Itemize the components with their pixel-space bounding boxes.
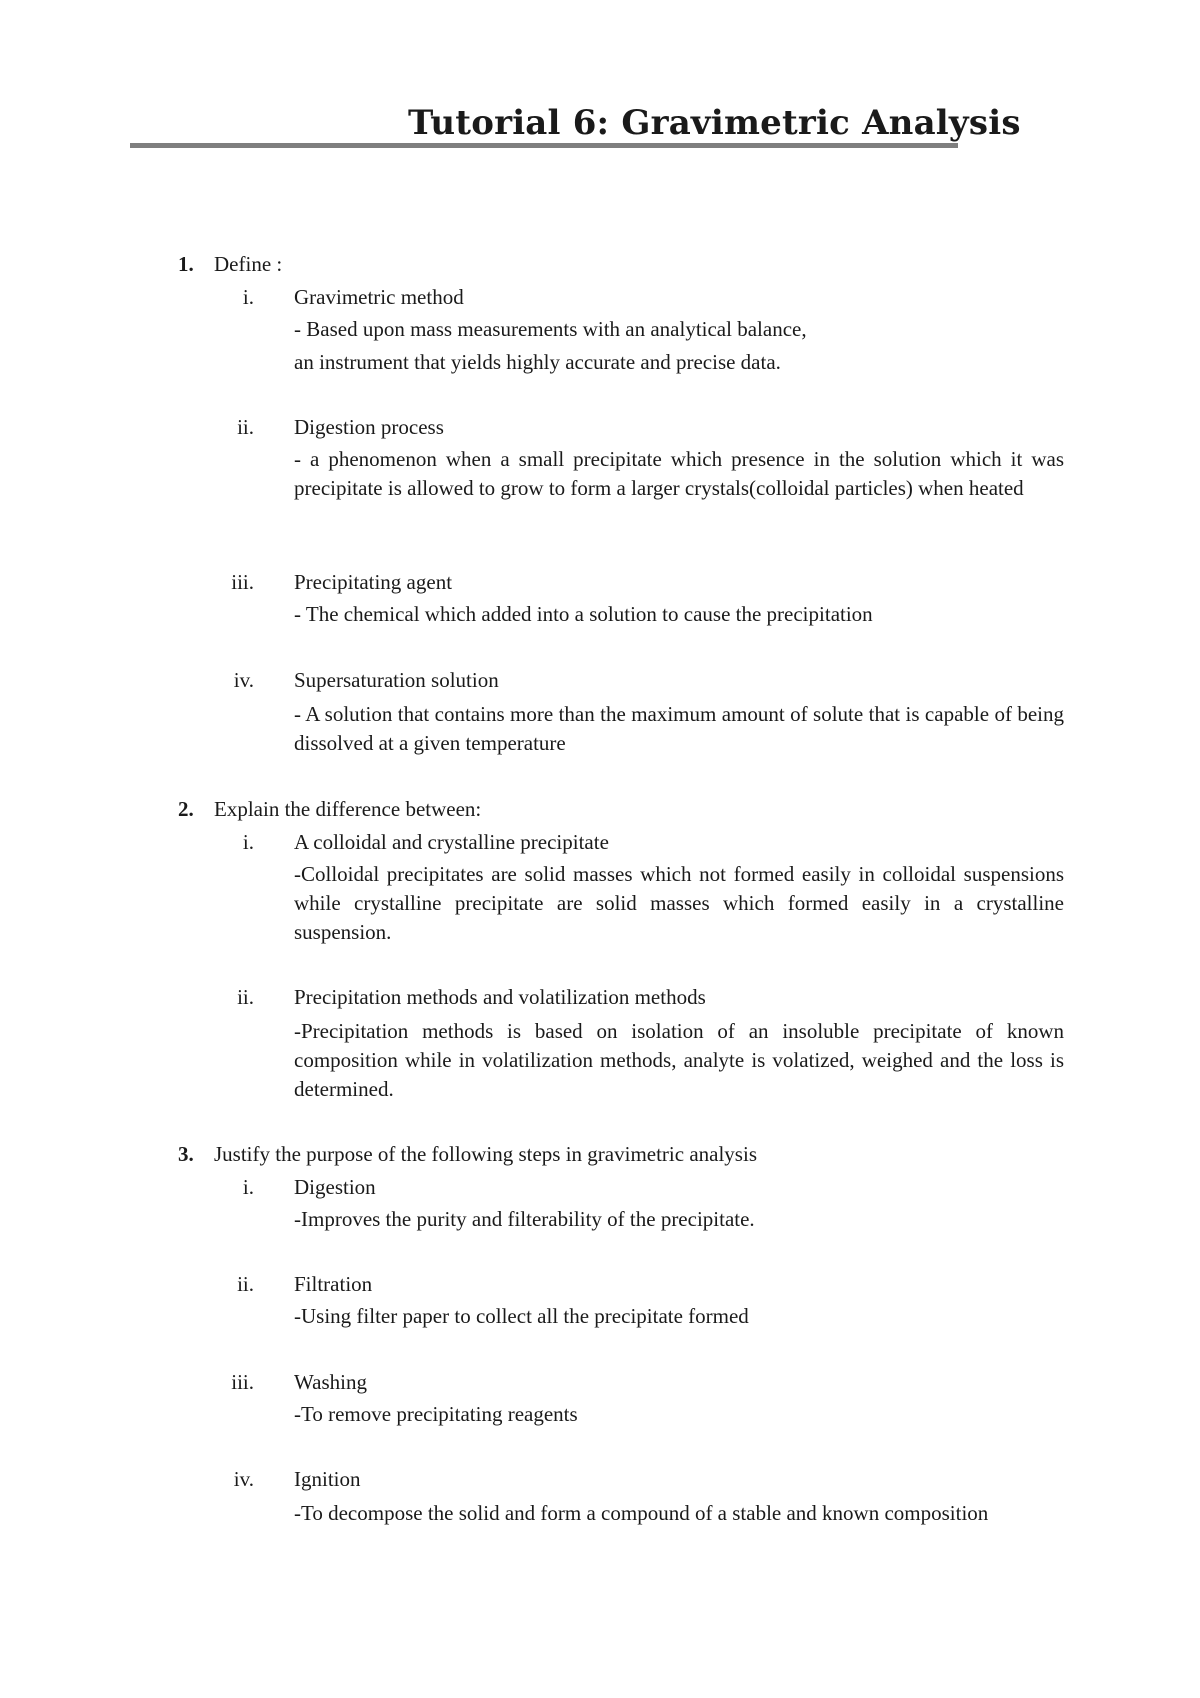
question-text: Explain the difference between: (214, 797, 482, 821)
item-title: Digestion (294, 1175, 376, 1199)
item-numeral: iv. (233, 1467, 254, 1491)
item-numeral: ii. (237, 985, 254, 1009)
page-title: Tutorial 6: Gravimetric Analysis (408, 103, 1021, 143)
question-text: Define : (214, 252, 283, 276)
item-answer: -Colloidal precipitates are solid masses which not formed easily in colloidal suspensions while crystalline precipitate are solid masses which formed easily in a crystalline suspension. (294, 862, 1064, 944)
title-underline (130, 143, 958, 148)
item-numeral: ii. (237, 415, 254, 439)
item-title: Precipitation methods and volatilization methods (294, 985, 706, 1009)
item-answer: - a phenomenon when a small precipitate which presence in the solution which it was precipitate is allowed to grow to form a larger crystals(colloidal particles) when heated (294, 447, 1064, 500)
item-answer: -To decompose the solid and form a compound of a stable and known composition (294, 1501, 989, 1525)
question-number: 1. (178, 252, 194, 276)
item-answer-line: - Based upon mass measurements with an analytical balance, (294, 317, 807, 341)
item-title: Digestion process (294, 415, 444, 439)
question-number: 3. (178, 1142, 194, 1166)
item-numeral: ii. (237, 1272, 254, 1296)
item-answer: -Using filter paper to collect all the precipitate formed (294, 1304, 749, 1328)
item-numeral: i. (242, 830, 254, 854)
item-title: Washing (294, 1370, 367, 1394)
item-numeral: i. (242, 1175, 254, 1199)
question-text: Justify the purpose of the following steps in gravimetric analysis (214, 1142, 757, 1166)
item-title: Filtration (294, 1272, 373, 1296)
item-title: Supersaturation solution (294, 668, 499, 692)
question-number: 2. (178, 797, 194, 821)
item-numeral: iv. (233, 668, 254, 692)
item-numeral: iii. (231, 1370, 254, 1394)
item-numeral: iii. (231, 570, 254, 594)
item-answer: -To remove precipitating reagents (294, 1402, 578, 1426)
item-answer-line: an instrument that yields highly accurate and precise data. (294, 350, 781, 374)
item-numeral: i. (242, 285, 254, 309)
item-answer: -Precipitation methods is based on isolation of an insoluble precipitate of known composition while in volatilization methods, analyte is volatized, weighed and the loss is determined. (294, 1019, 1064, 1101)
item-title: Ignition (294, 1467, 361, 1491)
item-title: Gravimetric method (294, 285, 464, 309)
item-title: A colloidal and crystalline precipitate (294, 830, 609, 854)
item-answer: -Improves the purity and filterability of the precipitate. (294, 1207, 755, 1231)
item-title: Precipitating agent (294, 570, 453, 594)
item-answer: - The chemical which added into a solution to cause the precipitation (294, 602, 873, 626)
item-answer: - A solution that contains more than the maximum amount of solute that is capable of being dissolved at a given temperature (294, 702, 1064, 755)
